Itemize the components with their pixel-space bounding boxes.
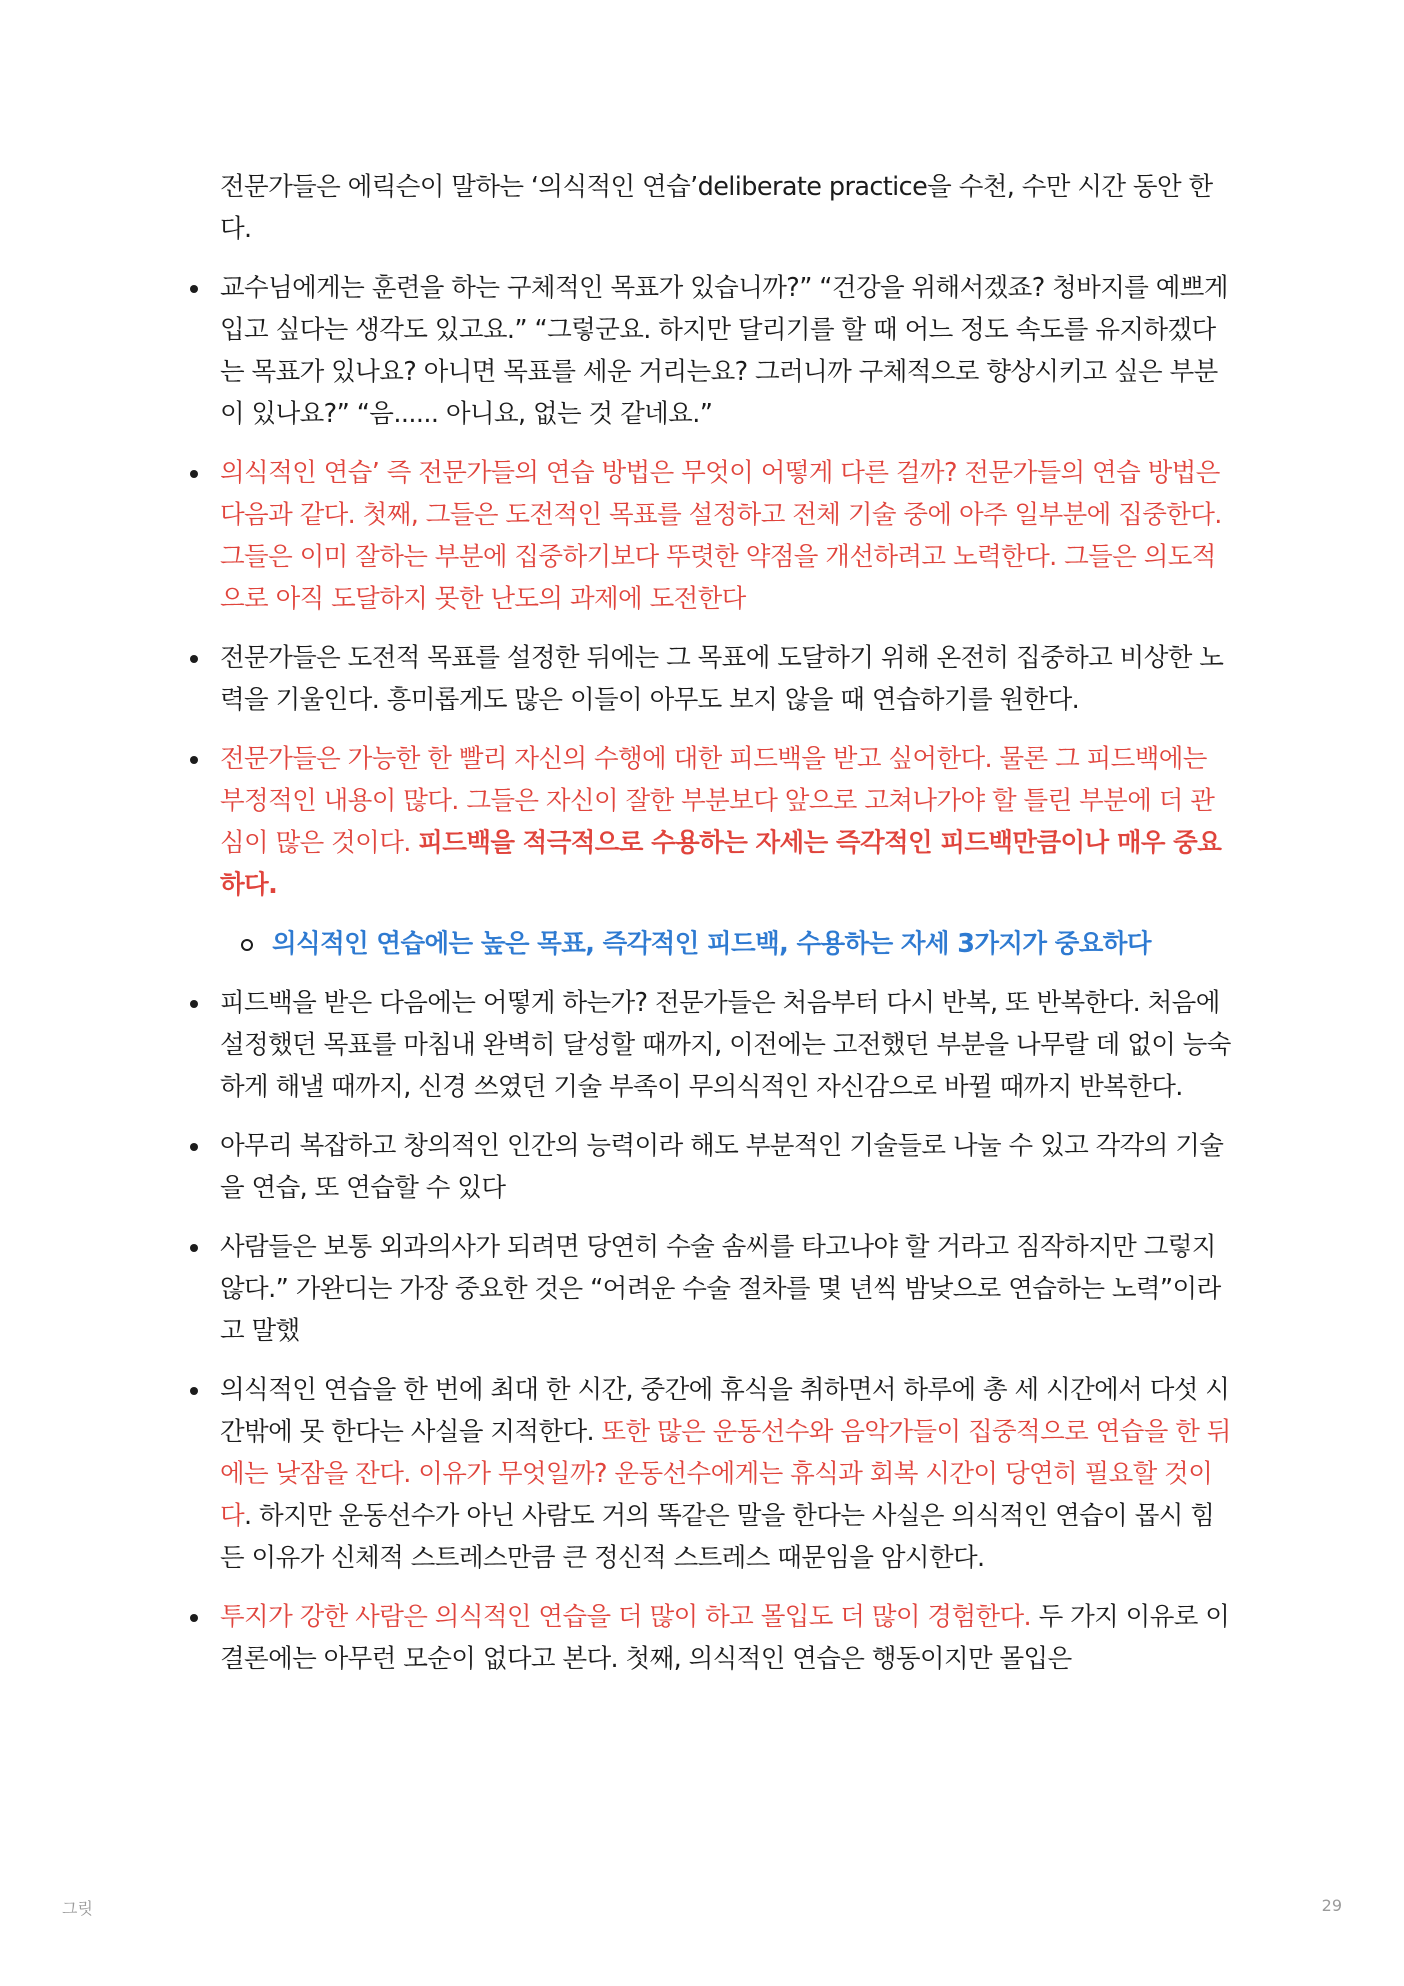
bullet-item — [220, 1125, 1236, 1209]
bullet-item — [220, 267, 1236, 435]
key-point-text: 의식적인 연습에는 높은 목표, 즉각적인 피드백, 수용하는 자세 3가지가 중요하다 — [272, 929, 1151, 959]
intro-paragraph: 전문가들은 에릭슨이 말하는 ‘의식적인 연습’deliberate practice을 수천, 수만 시간 동안 한다. — [220, 172, 1213, 244]
bullet-item — [220, 738, 1236, 965]
bullet-text: 두 가지 이유로 이 결론에는 아무런 모순이 없다고 본다. 첫째, 의식적인 연습은 행동이지만 몰입은 — [220, 1602, 1230, 1674]
sub-bullet-list — [220, 923, 1236, 965]
document-body — [220, 166, 1236, 1697]
bullet-text: . 하지만 운동선수가 아닌 사람도 거의 똑같은 말을 한다는 사실은 의식적인 연습이 몹시 힘든 이유가 신체적 스트레스만큼 큰 정신적 스트레스 때문임을 암시한다. — [220, 1501, 1215, 1573]
highlighted-text: 또한 많은 운동선수와 음악가들이 집중적으로 연습을 한 뒤에는 낮잠을 잔다. 이유가 무엇일까? 운동선수에게는 휴식과 회복 시간이 당연히 필요할 것이다 — [220, 1417, 1231, 1531]
bullet-item — [220, 982, 1236, 1108]
highlighted-bold-text: 피드백을 적극적으로 수용하는 자세는 즉각적인 피드백만큼이나 매우 중요하다. — [220, 828, 1222, 900]
bullet-text: 피드백을 받은 다음에는 어떻게 하는가? 전문가들은 처음부터 다시 반복, 또 반복한다. 처음에 설정했던 목표를 마침내 완벽히 달성할 때까지, 이전에는 고전했던 부분을 나무랄 데 없이 능숙하게 해낼 때까지, 신경 쓰였던 기술 부족이 무의식적인 자신감으로 바뀔 때까지 반복한다. — [220, 988, 1231, 1102]
highlighted-text: 전문가들은 가능한 한 빨리 자신의 수행에 대한 피드백을 받고 싶어한다. 물론 그 피드백에는 부정적인 내용이 많다. 그들은 자신이 잘한 부분보다 앞으로 고쳐나가야 할 틀린 부분에 더 관심이 많은 것이다. — [220, 744, 1215, 858]
bullet-text: 전문가들은 도전적 목표를 설정한 뒤에는 그 목표에 도달하기 위해 온전히 집중하고 비상한 노력을 기울인다. 흥미롭게도 많은 이들이 아무도 보지 않을 때 연습하기를 원한다. — [220, 643, 1224, 715]
bullet-item — [220, 1369, 1236, 1579]
bullet-list — [220, 267, 1236, 1680]
bullet-item — [220, 637, 1236, 721]
footer-page-number: 29 — [1321, 1896, 1342, 1915]
highlighted-text: 투지가 강한 사람은 의식적인 연습을 더 많이 하고 몰입도 더 많이 경험한다. — [220, 1602, 1032, 1632]
bullet-item — [220, 1596, 1236, 1680]
sub-bullet-item — [272, 923, 1236, 965]
bullet-item — [220, 1226, 1236, 1352]
bullet-text: 의식적인 연습을 한 번에 최대 한 시간, 중간에 휴식을 취하면서 하루에 총 세 시간에서 다섯 시간밖에 못 한다는 사실을 지적한다. — [220, 1375, 1230, 1447]
footer-book-title: 그릿 — [62, 1899, 93, 1918]
bullet-item — [220, 452, 1236, 620]
bullet-text: 교수님에게는 훈련을 하는 구체적인 목표가 있습니까?” “건강을 위해서겠죠? 청바지를 예쁘게 입고 싶다는 생각도 있고요.” “그렇군요. 하지만 달리기를 할 때 어느 정도 속도를 유지하겠다는 목표가 있나요? 아니면 목표를 세운 거리는요? 그러니까 구체적으로 향상시키고 싶은 부분이 있나요?” “음...... 아니요, 없는 것 같네요.” — [220, 273, 1228, 429]
bullet-text: 아무리 복잡하고 창의적인 인간의 능력이라 해도 부분적인 기술들로 나눌 수 있고 각각의 기술을 연습, 또 연습할 수 있다 — [220, 1131, 1224, 1203]
highlighted-text: 의식적인 연습’ 즉 전문가들의 연습 방법은 무엇이 어떻게 다른 걸까? 전문가들의 연습 방법은 다음과 같다. 첫째, 그들은 도전적인 목표를 설정하고 전체 기술 중에 아주 일부분에 집중한다. 그들은 이미 잘하는 부분에 집중하기보다 뚜렷한 약점을 개선하려고 노력한다. 그들은 의도적으로 아직 도달하지 못한 난도의 과제에 도전한다 — [220, 458, 1222, 614]
bullet-text: 사람들은 보통 외과의사가 되려면 당연히 수술 솜씨를 타고나야 할 거라고 짐작하지만 그렇지 않다.” 가완디는 가장 중요한 것은 “어려운 수술 절차를 몇 년씩 밤낮으로 연습하는 노력”이라고 말했 — [220, 1232, 1221, 1346]
